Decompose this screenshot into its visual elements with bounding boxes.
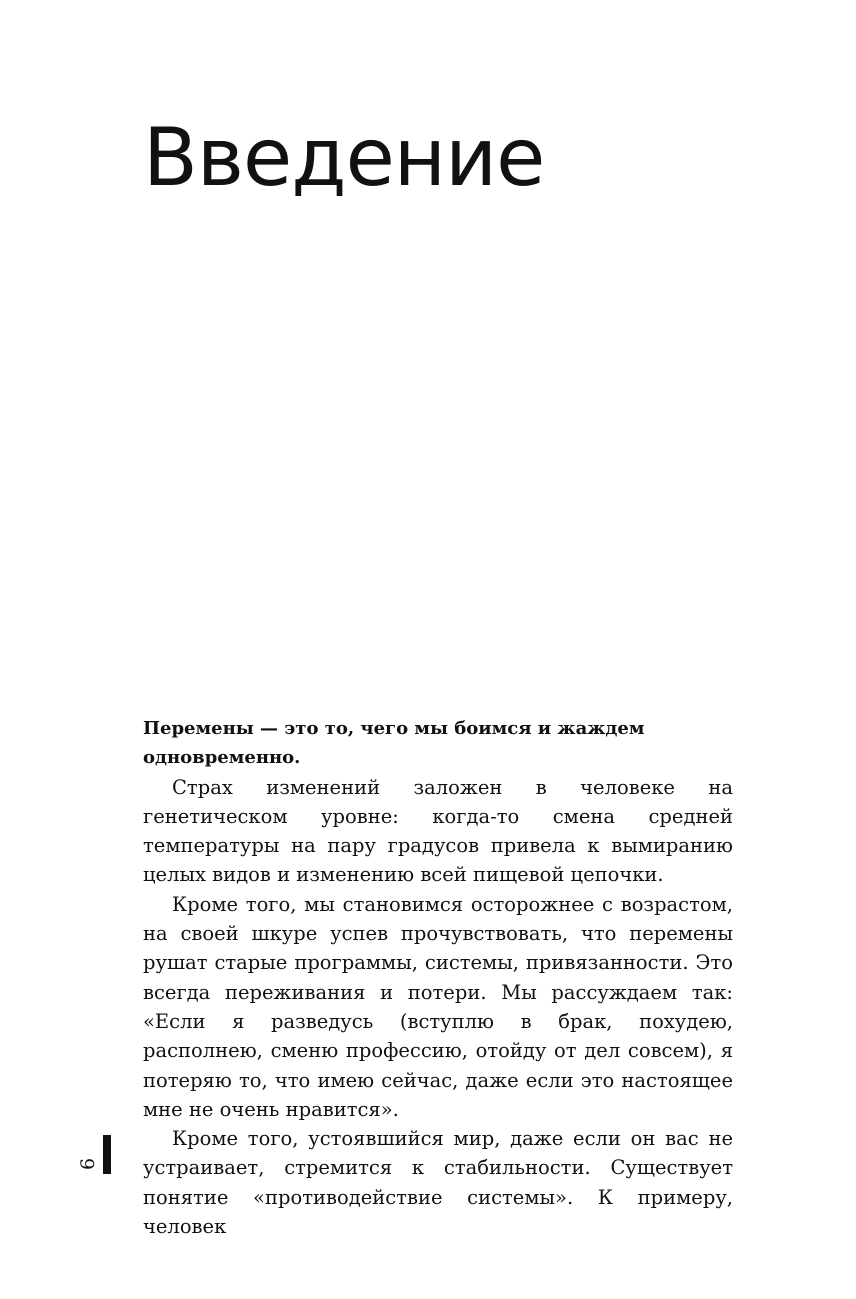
lead-paragraph: Перемены — это то, чего мы боимся и жаждем одновременно. (143, 718, 645, 769)
page-number: 6 (77, 1157, 99, 1171)
body-text (143, 714, 733, 1241)
paragraph-2: Кроме того, мы становимся осторожнее с возрастом, на своей шкуре успев прочувствовать, что перемены рушат старые программы, системы, привязанности. Это всегда переживания и потери. Мы рассуждаем так: «Если я разведусь (вступлю в брак, похудею, располнею, сменю профессию, отойду от дел совсем), я потеряю то, что имею сейчас, даже если это настоящее мне не очень нравится». (143, 892, 733, 1121)
chapter-title: Введение (143, 111, 545, 204)
page-marker-bar (103, 1135, 111, 1174)
paragraph-1: Страх изменений заложен в человеке на генетическом уровне: когда-то смена средней температуры на пару градусов привела к вымиранию целых видов и изменению всей пищевой цепочки. (143, 775, 733, 887)
paragraph-3: Кроме того, устоявшийся мир, даже если он вас не устраивает, стремится к стабильности. Существует понятие «противодействие системы». К примеру, человек (143, 1127, 733, 1239)
